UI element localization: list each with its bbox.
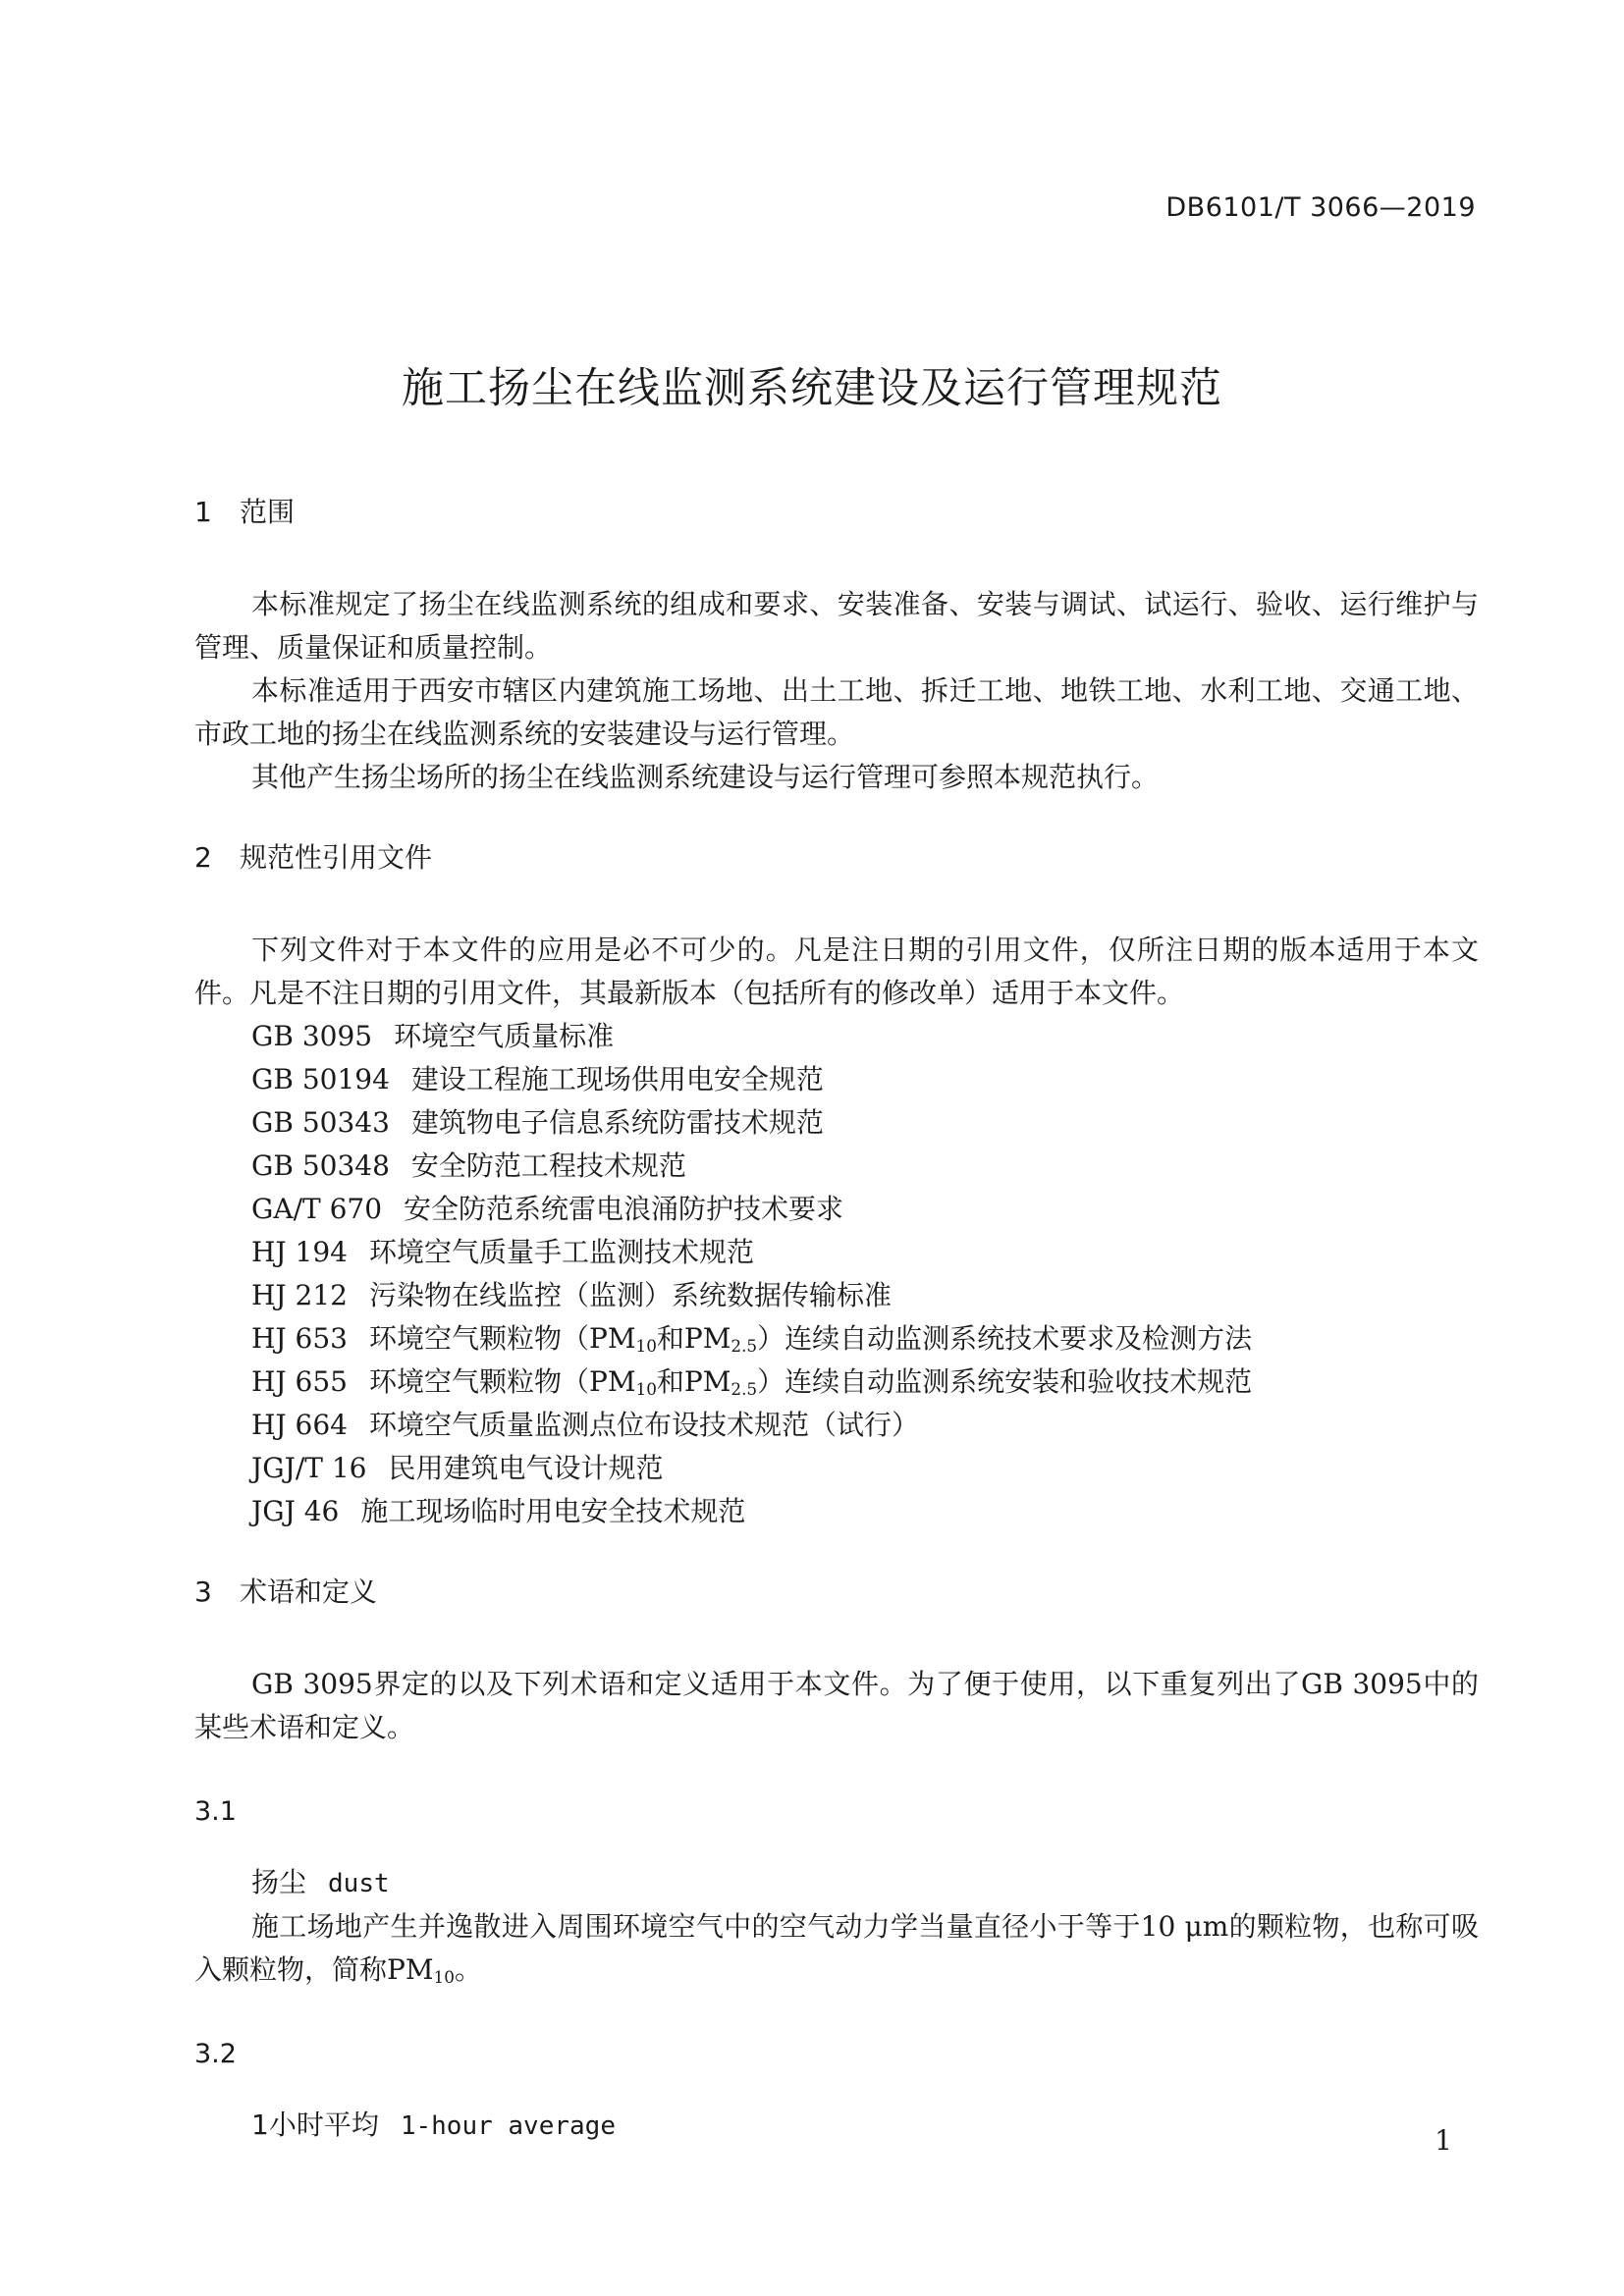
- reference-code: HJ 212: [251, 1279, 348, 1311]
- scope-paragraph-1: 本标准规定了扬尘在线监测系统的组成和要求、安装准备、安装与调试、试运行、验收、运行维护与管理、质量保证和质量控制。: [194, 588, 1479, 664]
- reference-item: [194, 1145, 1479, 1188]
- reference-title: 环境空气颗粒物（$PM_{10}$和$PM_{2.5}$）连续自动监测系统安装和验收技术规范: [369, 1365, 1253, 1400]
- term-entry: [194, 1861, 1479, 1905]
- reference-item: [194, 1188, 1479, 1231]
- section-number: 3: [194, 1575, 212, 1608]
- reference-item: [194, 1490, 1479, 1533]
- scope-paragraph-3: 其他产生扬尘场所的扬尘在线监测系统建设与运行管理可参照本规范执行。: [251, 761, 1160, 793]
- page-number: 1: [1435, 2124, 1452, 2157]
- section-number: 1: [194, 496, 212, 528]
- section-heading-scope: [194, 493, 1479, 532]
- reference-title: 民用建筑电气设计规范: [388, 1452, 664, 1484]
- reference-code: GB 50348: [251, 1149, 390, 1182]
- reference-code: HJ 655: [251, 1365, 348, 1398]
- term-english: 1-hour average: [400, 2111, 616, 2141]
- reference-title: 安全防范工程技术规范: [410, 1149, 686, 1182]
- subclause-number: 3.2: [194, 2039, 237, 2069]
- terms-intro: GB 3095界定的以及下列术语和定义适用于本文件。为了便于使用，以下重复列出了GB 3095中的某些术语和定义。: [194, 1668, 1479, 1743]
- section-title: 术语和定义: [240, 1575, 378, 1608]
- section-heading-terms: [194, 1573, 1479, 1612]
- document-body: [194, 493, 1479, 2148]
- term-english: dust: [328, 1869, 390, 1898]
- reference-title: 施工现场临时用电安全技术规范: [360, 1495, 746, 1527]
- reference-item: [194, 1058, 1479, 1101]
- reference-code: HJ 653: [251, 1322, 348, 1355]
- subclause-number: 3.1: [194, 1796, 237, 1827]
- reference-code: JGJ 46: [251, 1495, 340, 1527]
- term-chinese: 1小时平均: [251, 2109, 379, 2141]
- section-title: 范围: [240, 496, 296, 528]
- reference-title: 建筑物电子信息系统防雷技术规范: [410, 1106, 824, 1139]
- reference-item: [194, 1404, 1479, 1447]
- reference-item: [194, 1447, 1479, 1490]
- reference-code: GB 3095: [251, 1020, 373, 1052]
- term-definition: 施工场地产生并逸散进入周围环境空气中的空气动力学当量直径小于等于10 μm的颗粒物，也称可吸入颗粒物，简称$PM_{10}$。: [194, 1910, 1479, 1988]
- reference-title: 环境空气质量监测点位布设技术规范（试行）: [369, 1409, 920, 1441]
- reference-title: 环境空气质量标准: [394, 1020, 615, 1052]
- reference-code: HJ 194: [251, 1236, 348, 1268]
- reference-title: 污染物在线监控（监测）系统数据传输标准: [369, 1279, 893, 1311]
- reference-title: 环境空气质量手工监测技术规范: [369, 1236, 755, 1268]
- standard-number: DB6101/T 3066—2019: [1165, 192, 1476, 223]
- reference-title: 安全防范系统雷电浪涌防护技术要求: [404, 1193, 844, 1225]
- term-chinese: 扬尘: [251, 1866, 307, 1898]
- reference-title: 建设工程施工现场供用电安全规范: [410, 1063, 824, 1095]
- reference-code: GA/T 670: [251, 1193, 383, 1225]
- term-entry: [194, 2104, 1479, 2148]
- reference-item: [194, 1317, 1479, 1361]
- reference-item: [194, 1231, 1479, 1274]
- section-title: 规范性引用文件: [240, 841, 433, 874]
- document-title: 施工扬尘在线监测系统建设及运行管理规范: [402, 364, 1222, 413]
- reference-code: GB 50194: [251, 1063, 390, 1095]
- reference-list: [194, 1015, 1479, 1533]
- reference-item: [194, 1015, 1479, 1058]
- reference-code: GB 50343: [251, 1106, 390, 1139]
- scope-paragraph-2: 本标准适用于西安市辖区内建筑施工场地、出土工地、拆迁工地、地铁工地、水利工地、交通工地、市政工地的扬尘在线监测系统的安装建设与运行管理。: [194, 674, 1479, 750]
- reference-code: HJ 664: [251, 1409, 348, 1441]
- section-number: 2: [194, 841, 212, 874]
- reference-title: 环境空气颗粒物（$PM_{10}$和$PM_{2.5}$）连续自动监测系统技术要求及检测方法: [369, 1322, 1253, 1357]
- reference-item: [194, 1361, 1479, 1404]
- reference-item: [194, 1274, 1479, 1317]
- references-intro: 下列文件对于本文件的应用是必不可少的。凡是注日期的引用文件，仅所注日期的版本适用于本文件。凡是不注日期的引用文件，其最新版本（包括所有的修改单）适用于本文件。: [194, 934, 1479, 1009]
- reference-code: JGJ/T 16: [251, 1452, 367, 1484]
- reference-item: [194, 1101, 1479, 1145]
- section-heading-references: [194, 838, 1479, 878]
